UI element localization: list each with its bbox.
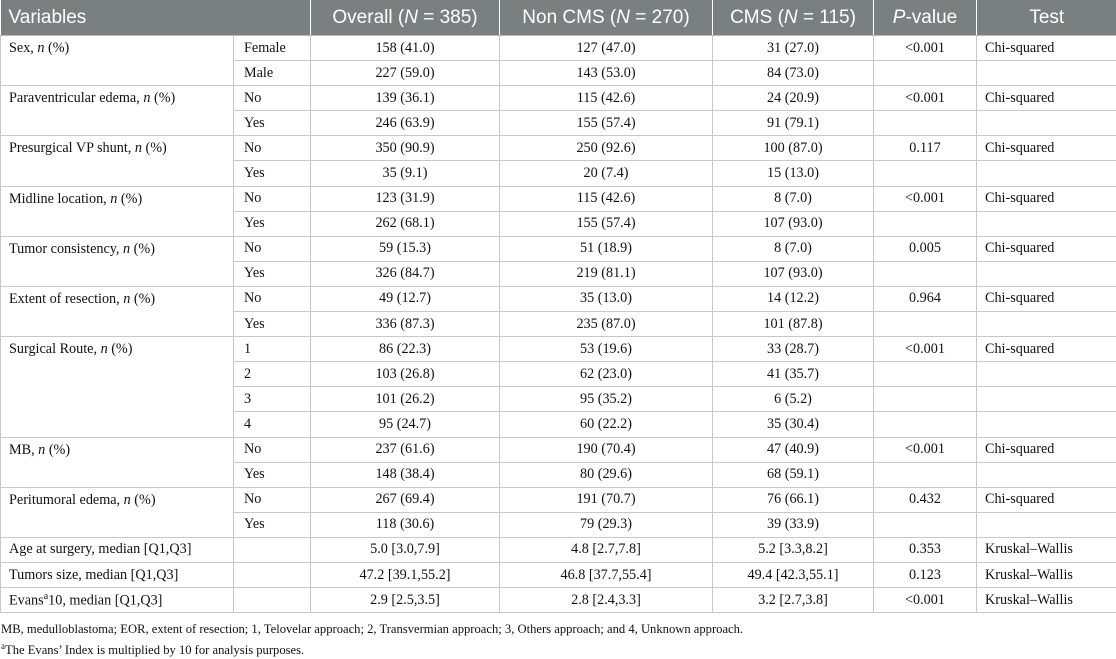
cms-cell: 5.2 [3.3,8.2] [713, 537, 874, 562]
level-cell [234, 588, 311, 613]
overall-cell: 5.0 [3.0,7.9] [311, 537, 500, 562]
level-cell: Yes [234, 211, 311, 236]
noncms-cell: 95 (35.2) [500, 387, 713, 412]
table-row [1, 337, 1116, 362]
header-pvalue: P-value [874, 0, 977, 36]
footnote-abbreviations: MB, medulloblastoma; EOR, extent of resection; 1, Telovelar approach; 2, Transvermian approach; 3, Others approach; and 4, Unknown approach. [1, 622, 744, 636]
level-cell: 2 [234, 362, 311, 387]
variable-cell: Paraventricular edema, n (%) [1, 86, 234, 136]
table-row [1, 136, 1116, 161]
level-cell: Female [234, 36, 311, 61]
variable-cell: Sex, n (%) [1, 36, 234, 86]
table-row [1, 286, 1116, 311]
variable-cell: Evans$^a$10, median [Q1,Q3] [1, 588, 234, 613]
cms-cell: 101 (87.8) [713, 312, 874, 337]
pvalue-cell: 0.005 [874, 236, 977, 261]
pvalue-cell: 0.123 [874, 562, 977, 587]
pvalue-cell [874, 161, 977, 186]
pvalue-cell [874, 312, 977, 337]
overall-cell: 49 (12.7) [311, 286, 500, 311]
test-cell [977, 362, 1116, 387]
noncms-cell: 62 (23.0) [500, 362, 713, 387]
test-cell: Chi-squared [977, 36, 1116, 61]
header-variables: Variables [1, 0, 311, 36]
noncms-cell: 155 (57.4) [500, 111, 713, 136]
overall-cell: 95 (24.7) [311, 412, 500, 437]
cms-cell: 24 (20.9) [713, 86, 874, 111]
cms-cell: 35 (30.4) [713, 412, 874, 437]
cms-cell: 39 (33.9) [713, 512, 874, 537]
cms-cell: 31 (27.0) [713, 36, 874, 61]
table-row [1, 36, 1116, 61]
level-cell: Yes [234, 512, 311, 537]
overall-cell: 101 (26.2) [311, 387, 500, 412]
noncms-cell: 143 (53.0) [500, 61, 713, 86]
cms-cell: 3.2 [2.7,3.8] [713, 588, 874, 613]
overall-cell: 158 (41.0) [311, 36, 500, 61]
test-cell: Chi-squared [977, 487, 1116, 512]
overall-cell: 2.9 [2.5,3.5] [311, 588, 500, 613]
level-cell: No [234, 86, 311, 111]
noncms-cell: 115 (42.6) [500, 86, 713, 111]
overall-cell: 47.2 [39.1,55.2] [311, 562, 500, 587]
test-cell [977, 161, 1116, 186]
level-cell: 1 [234, 337, 311, 362]
noncms-cell: 20 (7.4) [500, 161, 713, 186]
overall-cell: 267 (69.4) [311, 487, 500, 512]
cms-cell: 76 (66.1) [713, 487, 874, 512]
variable-cell: Age at surgery, median [Q1,Q3] [1, 537, 234, 562]
test-cell: Chi-squared [977, 437, 1116, 462]
cms-cell: 91 (79.1) [713, 111, 874, 136]
pvalue-cell: <0.001 [874, 36, 977, 61]
test-cell: Chi-squared [977, 186, 1116, 211]
header-test: Test [977, 0, 1116, 36]
table-row [1, 86, 1116, 111]
overall-cell: 139 (36.1) [311, 86, 500, 111]
header-overall: Overall (N = 385) [311, 0, 500, 36]
overall-cell: 103 (26.8) [311, 362, 500, 387]
level-cell: 3 [234, 387, 311, 412]
variable-cell: Midline location, n (%) [1, 186, 234, 236]
variable-cell: Peritumoral edema, n (%) [1, 487, 234, 537]
table-row [1, 537, 1116, 562]
table-row [1, 236, 1116, 261]
overall-cell: 59 (15.3) [311, 236, 500, 261]
header-row [1, 0, 1116, 36]
overall-cell: 326 (84.7) [311, 261, 500, 286]
noncms-cell: 4.8 [2.7,7.8] [500, 537, 713, 562]
pvalue-cell: <0.001 [874, 337, 977, 362]
noncms-cell: 219 (81.1) [500, 261, 713, 286]
variable-cell: Surgical Route, n (%) [1, 337, 234, 437]
variable-cell: Tumor consistency, n (%) [1, 236, 234, 286]
cms-cell: 6 (5.2) [713, 387, 874, 412]
level-cell: No [234, 186, 311, 211]
pvalue-cell: 0.353 [874, 537, 977, 562]
pvalue-cell: 0.432 [874, 487, 977, 512]
noncms-cell: 60 (22.2) [500, 412, 713, 437]
overall-cell: 148 (38.4) [311, 462, 500, 487]
noncms-cell: 2.8 [2.4,3.3] [500, 588, 713, 613]
test-cell [977, 412, 1116, 437]
test-cell: Chi-squared [977, 337, 1116, 362]
variable-cell: MB, n (%) [1, 437, 234, 487]
table-row [1, 562, 1116, 587]
test-cell: Kruskal–Wallis [977, 562, 1116, 587]
level-cell: Yes [234, 312, 311, 337]
pvalue-cell: <0.001 [874, 437, 977, 462]
table-row [1, 186, 1116, 211]
level-cell: Male [234, 61, 311, 86]
noncms-cell: 80 (29.6) [500, 462, 713, 487]
overall-cell: 237 (61.6) [311, 437, 500, 462]
table-row [1, 487, 1116, 512]
cms-cell: 8 (7.0) [713, 186, 874, 211]
noncms-cell: 35 (13.0) [500, 286, 713, 311]
overall-cell: 336 (87.3) [311, 312, 500, 337]
pvalue-cell [874, 387, 977, 412]
pvalue-cell [874, 61, 977, 86]
level-cell: Yes [234, 462, 311, 487]
overall-cell: 262 (68.1) [311, 211, 500, 236]
test-cell [977, 111, 1116, 136]
pvalue-cell: 0.117 [874, 136, 977, 161]
noncms-cell: 235 (87.0) [500, 312, 713, 337]
cms-cell: 33 (28.7) [713, 337, 874, 362]
level-cell: 4 [234, 412, 311, 437]
pvalue-cell [874, 462, 977, 487]
test-cell: Kruskal–Wallis [977, 588, 1116, 613]
pvalue-cell [874, 111, 977, 136]
pvalue-cell [874, 512, 977, 537]
level-cell [234, 537, 311, 562]
test-cell [977, 387, 1116, 412]
test-cell [977, 462, 1116, 487]
cms-cell: 68 (59.1) [713, 462, 874, 487]
cms-cell: 15 (13.0) [713, 161, 874, 186]
noncms-cell: 127 (47.0) [500, 36, 713, 61]
pvalue-cell [874, 412, 977, 437]
noncms-cell: 79 (29.3) [500, 512, 713, 537]
overall-cell: 86 (22.3) [311, 337, 500, 362]
test-cell: Chi-squared [977, 136, 1116, 161]
cms-cell: 14 (12.2) [713, 286, 874, 311]
level-cell: No [234, 136, 311, 161]
noncms-cell: 190 (70.4) [500, 437, 713, 462]
variable-cell: Tumors size, median [Q1,Q3] [1, 562, 234, 587]
overall-cell: 227 (59.0) [311, 61, 500, 86]
cms-cell: 49.4 [42.3,55.1] [713, 562, 874, 587]
cms-cell: 107 (93.0) [713, 261, 874, 286]
level-cell [234, 562, 311, 587]
table-body [1, 36, 1116, 613]
test-cell: Chi-squared [977, 286, 1116, 311]
variable-cell: Presurgical VP shunt, n (%) [1, 136, 234, 186]
overall-cell: 35 (9.1) [311, 161, 500, 186]
pvalue-cell [874, 362, 977, 387]
cms-cell: 107 (93.0) [713, 211, 874, 236]
noncms-cell: 53 (19.6) [500, 337, 713, 362]
test-cell [977, 211, 1116, 236]
pvalue-cell: 0.964 [874, 286, 977, 311]
test-cell [977, 261, 1116, 286]
pvalue-cell: <0.001 [874, 186, 977, 211]
level-cell: No [234, 437, 311, 462]
cms-cell: 100 (87.0) [713, 136, 874, 161]
cms-cell: 41 (35.7) [713, 362, 874, 387]
header-noncms: Non CMS (N = 270) [500, 0, 713, 36]
variable-cell: Extent of resection, n (%) [1, 286, 234, 336]
overall-cell: 350 (90.9) [311, 136, 500, 161]
footnote-evans: $^a$The Evans’ Index is multiplied by 10 for analysis purposes. [1, 641, 305, 658]
level-cell: Yes [234, 111, 311, 136]
pvalue-cell: <0.001 [874, 86, 977, 111]
noncms-cell: 46.8 [37.7,55.4] [500, 562, 713, 587]
cms-cell: 47 (40.9) [713, 437, 874, 462]
cms-cell: 84 (73.0) [713, 61, 874, 86]
test-cell: Kruskal–Wallis [977, 537, 1116, 562]
test-cell [977, 61, 1116, 86]
noncms-cell: 51 (18.9) [500, 236, 713, 261]
test-cell [977, 512, 1116, 537]
level-cell: Yes [234, 161, 311, 186]
overall-cell: 118 (30.6) [311, 512, 500, 537]
test-cell: Chi-squared [977, 236, 1116, 261]
pvalue-cell [874, 261, 977, 286]
noncms-cell: 191 (70.7) [500, 487, 713, 512]
overall-cell: 246 (63.9) [311, 111, 500, 136]
cms-cell: 8 (7.0) [713, 236, 874, 261]
table-row [1, 437, 1116, 462]
pvalue-cell: <0.001 [874, 588, 977, 613]
test-cell: Chi-squared [977, 86, 1116, 111]
level-cell: No [234, 487, 311, 512]
level-cell: Yes [234, 261, 311, 286]
pvalue-cell [874, 211, 977, 236]
overall-cell: 123 (31.9) [311, 186, 500, 211]
level-cell: No [234, 286, 311, 311]
test-cell [977, 312, 1116, 337]
noncms-cell: 155 (57.4) [500, 211, 713, 236]
level-cell: No [234, 236, 311, 261]
header-cms: CMS (N = 115) [713, 0, 874, 36]
table-row [1, 588, 1116, 613]
noncms-cell: 115 (42.6) [500, 186, 713, 211]
noncms-cell: 250 (92.6) [500, 136, 713, 161]
